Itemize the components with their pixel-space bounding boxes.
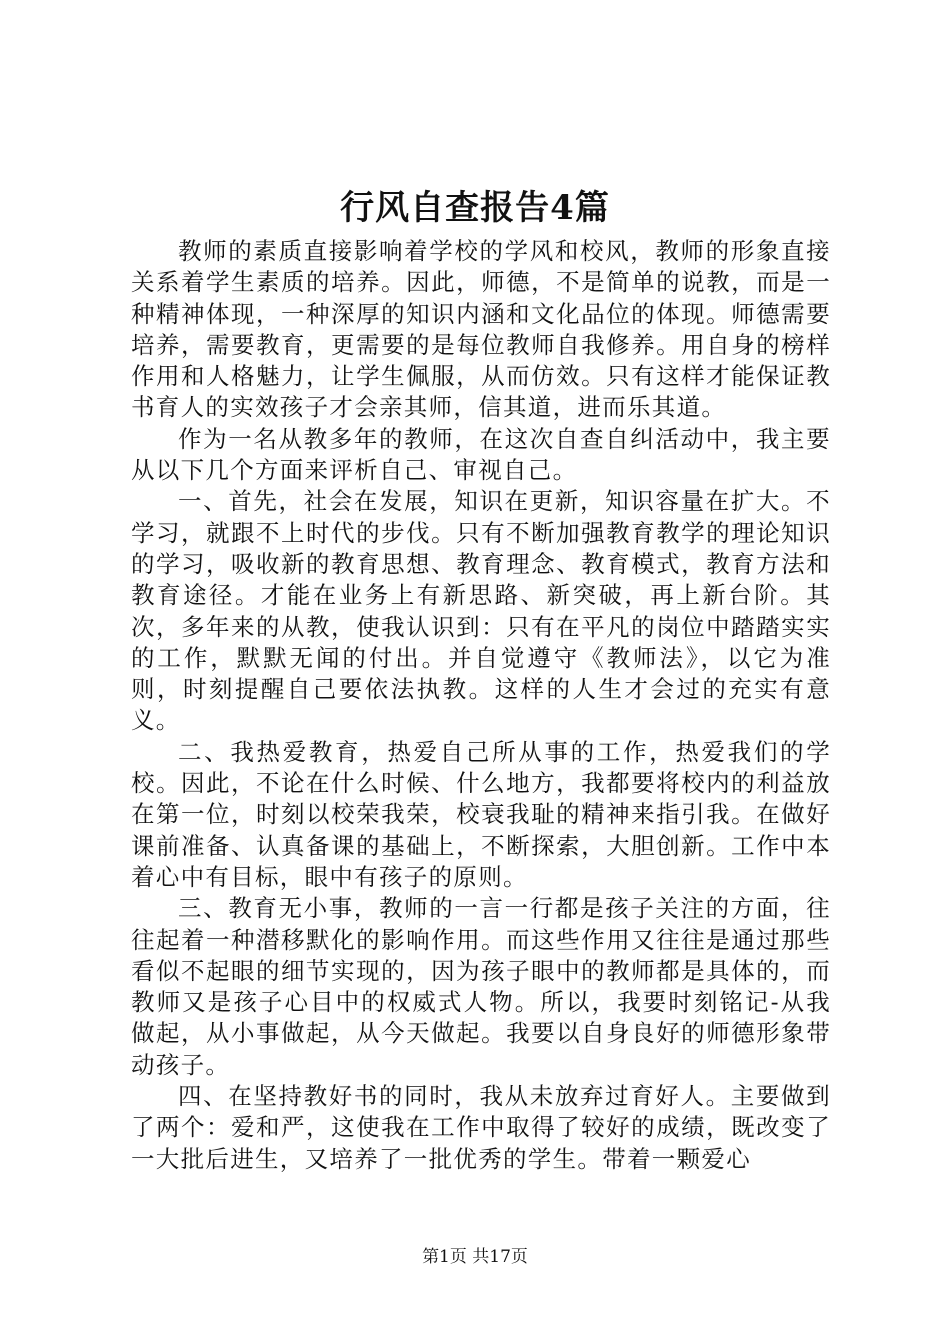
paragraph-2: 作为一名从教多年的教师，在这次自查自纠活动中，我主要从以下几个方面来评析自己、审视自己。 [131,424,831,485]
document-title: 行风自查报告4篇 [340,188,610,228]
paragraph-5: 三、教育无小事，教师的一言一行都是孩子关注的方面，往往起着一种潜移默化的影响作用。而这些作用又往往是通过那些看似不起眼的细节实现的，因为孩子眼中的教师都是具体的，而教师又是孩子心目中的权威式人物。所以，我要时刻铭记-从我做起，从小事做起，从今天做起。我要以自身良好的师德形象带动孩子。 [131,894,831,1079]
document-body [131,236,831,1175]
paragraph-6: 四、在坚持教好书的同时，我从未放弃过育好人。主要做到了两个：爱和严，这使我在工作中取得了较好的成绩，既改变了一大批后进生，又培养了一批优秀的学生。带着一颗爱心 [131,1082,831,1173]
paragraph-4: 二、我热爱教育，热爱自己所从事的工作，热爱我们的学校。因此，不论在什么时候、什么地方，我都要将校内的利益放在第一位，时刻以校荣我荣，校衰我耻的精神来指引我。在做好课前准备、认真备课的基础上，不断探索，大胆创新。工作中本着心中有目标，眼中有孩子的原则。 [131,737,831,891]
page-number-footer: 第1页 共17页 [422,1247,528,1267]
paragraph-1: 教师的素质直接影响着学校的学风和校风，教师的形象直接关系着学生素质的培养。因此，师德，不是简单的说教，而是一种精神体现，一种深厚的知识内涵和文化品位的体现。师德需要培养，需要教育，更需要的是每位教师自我修养。用自身的榜样作用和人格魅力，让学生佩服，从而仿效。只有这样才能保证教书育人的实效孩子才会亲其师，信其道，进而乐其道。 [131,237,831,422]
paragraph-3: 一、首先，社会在发展，知识在更新，知识容量在扩大。不学习，就跟不上时代的步伐。只有不断加强教育教学的理论知识的学习，吸收新的教育思想、教育理念、教育模式，教育方法和教育途径。才能在业务上有新思路、新突破，再上新台阶。其次，多年来的从教，使我认识到：只有在平凡的岗位中踏踏实实的工作，默默无闻的付出。并自觉遵守《教师法》，以它为准则，时刻提醒自己要依法执教。这样的人生才会过的充实有意义。 [131,487,831,735]
